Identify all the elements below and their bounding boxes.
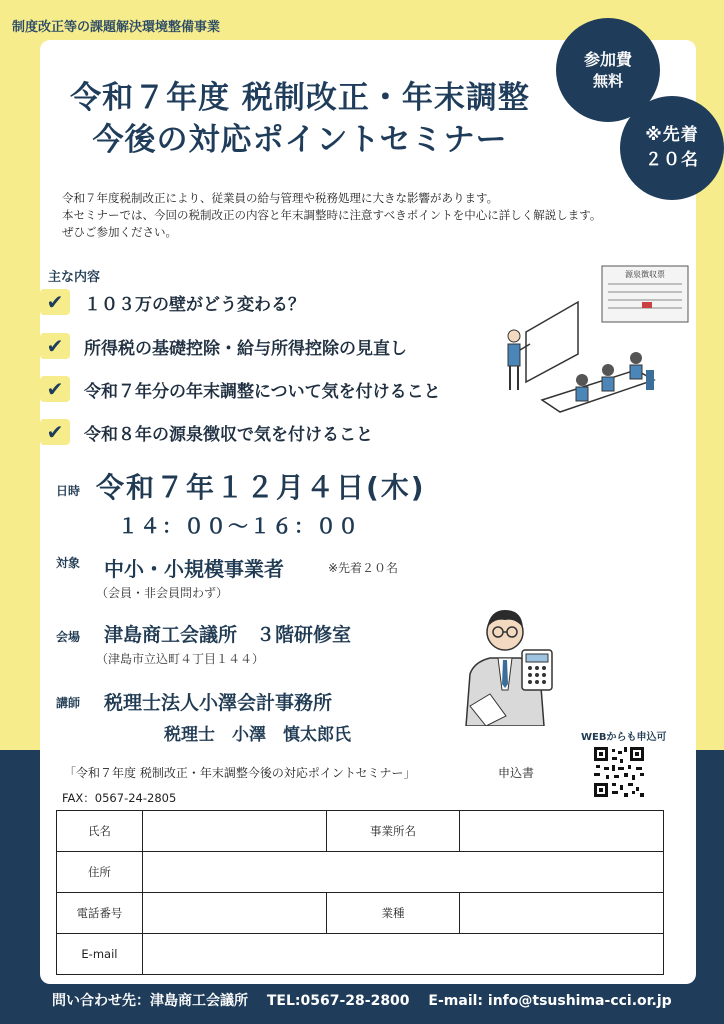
content-item-3 [40,373,441,405]
email-field[interactable] [142,934,663,975]
lecturer-name: 税理士 小澤 慎太郎氏 [164,725,351,745]
check-icon: ✔ [40,333,70,359]
fax-number: FAX：0567-24-2805 [62,791,177,805]
calculator-icon [522,650,552,690]
program-label: 制度改正等の課題解決環境整備事業 [12,20,221,35]
phone-field[interactable] [142,893,326,934]
contents-label: 主な内容 [48,270,101,285]
content-item-text: １０３万の壁がどう変わる？ [84,294,305,315]
application-suffix: 申込書 [498,766,535,780]
classroom-illustration [496,262,696,442]
form-row [57,852,664,893]
lecturer-org: 税理士法人小澤会計事務所 [104,692,333,714]
content-item-text: 令和８年の源泉徴収で気を付けること [84,424,373,445]
date-label: 日時 [56,484,81,498]
application-form [56,810,664,975]
seats-badge [620,96,724,200]
content-item-4 [40,416,373,448]
form-row [57,893,664,934]
industry-label: 業種 [326,893,460,934]
target-note: ※先着２０名 [328,561,399,575]
content-item-text: 令和７年分の年末調整について気を付けること [84,381,441,402]
intro-line2: 本セミナーでは、今回の税制改正の内容と年末調整時に注意すべきポイントを中心に詳しく解説します。 [62,208,602,222]
intro-text [62,190,682,241]
address-label: 住所 [57,852,143,893]
lecturer-illustration [460,598,560,726]
name-field[interactable] [142,811,326,852]
form-row [57,811,664,852]
web-apply-label: WEBからも申込可 [581,732,667,743]
office-label: 事業所名 [326,811,460,852]
venue-sub: （津島市立込町４丁目１４４） [96,652,265,666]
address-field[interactable] [142,852,663,893]
time-value: １４：００～１６：００ [118,514,360,538]
tax-document-icon [602,266,688,322]
target-sub: （会員・非会員問わず） [96,586,229,600]
lecturer-label: 講師 [56,696,81,710]
form-row [57,934,664,975]
venue-value: 津島商工会議所 ３階研修室 [104,624,352,646]
email-label: E-mail [57,934,143,975]
content-item-1 [40,286,305,318]
phone-label: 電話番号 [57,893,143,934]
title-line1: 令和７年度 税制改正・年末調整 [70,80,530,116]
content-item-2 [40,330,407,362]
contact-label: 問い合わせ先：津島商工会議所 [52,993,248,1009]
footer-contact [52,990,686,1010]
check-icon: ✔ [40,419,70,445]
venue-label: 会場 [56,630,81,644]
contact-tel[interactable]: TEL:0567-28-2800 [266,993,410,1009]
fee-value: 無料 [592,71,623,90]
qr-code-icon[interactable] [592,745,646,799]
seats-value: ２０名 [645,150,699,170]
target-value: 中小・小規模事業者 [104,557,284,581]
check-icon: ✔ [40,289,70,315]
contact-email[interactable]: E-mail: info@tsushima-cci.or.jp [428,993,672,1009]
title-line2: 今後の対応ポイントセミナー [92,122,508,158]
doc-title: 源泉徴収票 [625,270,665,279]
name-label: 氏名 [57,811,143,852]
seats-label: ※先着 [645,125,699,146]
intro-line1: 令和７年度税制改正により、従業員の給与管理や税務処理に大きな影響があります。 [62,191,499,205]
industry-field[interactable] [460,893,664,934]
intro-line3: ぜひご参加ください。 [62,225,177,239]
fee-label: 参加費 [583,49,632,69]
office-field[interactable] [460,811,664,852]
date-value: 令和７年１２月４日(木) [96,471,426,504]
target-label: 対象 [56,556,81,570]
check-icon: ✔ [40,376,70,402]
application-title: 「令和７年度 税制改正・年末調整今後の対応ポイントセミナー」 [64,766,416,780]
content-item-text: 所得税の基礎控除・給与所得控除の見直し [84,338,407,359]
